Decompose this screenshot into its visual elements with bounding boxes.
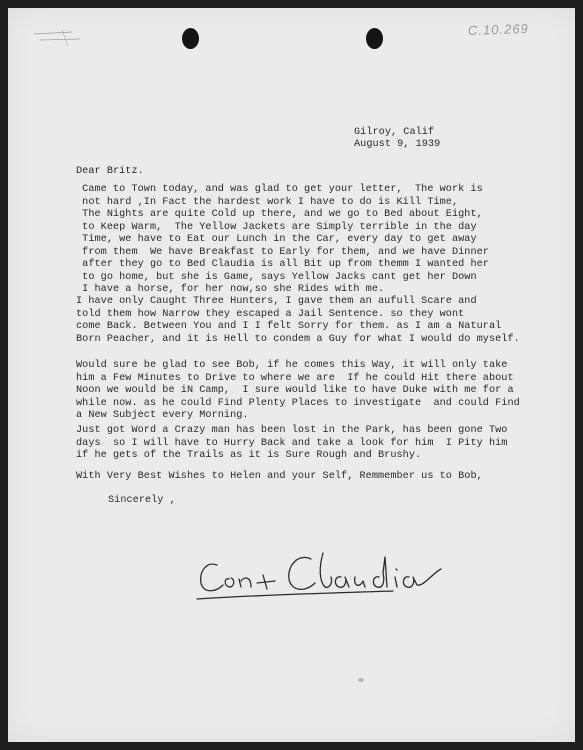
paragraph-line: while now. as he could Find Plenty Places to investigate and could Find	[76, 397, 520, 409]
punch-hole-left	[182, 28, 199, 49]
catalog-number: C.10.269	[467, 20, 530, 39]
paragraph-line: The Nights are quite Cold up there, and we go to Bed about Eight,	[76, 209, 483, 220]
paper-speck	[358, 678, 364, 682]
paragraph-line: to Keep Warm, The Yellow Jackets are Simply terrible in the day	[76, 221, 477, 233]
paragraph-line: told them how Narrow they escaped a Jail Sentence. so they wont	[76, 308, 465, 320]
paragraph-line: not hard ,In Fact the hardest work I have to do is Kill Time,	[76, 196, 459, 208]
salutation: Dear Britz.	[76, 166, 144, 177]
paragraph-line: I have only Caught Three Hunters, I gave them an aufull Scare and	[76, 296, 477, 307]
valediction: Sincerely ,	[108, 495, 176, 506]
letter-date: August 9, 1939	[354, 139, 441, 150]
paragraph-line: after they go to Bed Claudia is all Bit up from themm I wanted her	[76, 259, 489, 270]
closing-line: With Very Best Wishes to Helen and your Self, Remmember us to Bob,	[76, 471, 483, 482]
paragraph-line: to go home, but she is Game, says Yellow Jacks cant get her Down	[76, 271, 477, 283]
paragraph-line: a New Subject every Morning.	[76, 410, 249, 421]
paragraph-line: Born Peacher, and it is Hell to condem a Guy for what I would do myself.	[76, 333, 520, 345]
punch-hole-right	[366, 28, 383, 49]
paragraph-line: him a Few Minutes to Drive to where we are If he could Hit there about	[76, 372, 514, 384]
paragraph-line: come Back. Between You and I I felt Sorry for them. as I am a Natural	[76, 321, 502, 332]
paragraph-line: Came to Town today, and was glad to get your letter, The work is	[76, 184, 483, 195]
paragraph-line: days so I will have to Hurry Back and take a look for him I Pity him	[76, 437, 508, 449]
letter-place: Gilroy, Calif	[354, 127, 435, 138]
paragraph-line: if he gets of the Trails as it is Sure Rough and Brushy.	[76, 450, 422, 461]
paragraph-line: from them We have Breakfast to Early for them, and we have Dinner	[76, 246, 489, 258]
paragraph-line: I have a horse, for her now,so she Rides with me.	[76, 284, 385, 295]
paragraph-line: Just got Word a Crazy man has been lost in the Park, has been gone Two	[76, 425, 508, 436]
paragraph-line: Noon we would be iN Camp, I sure would like to have Duke with me for a	[76, 385, 514, 396]
paragraph-line: Would sure be glad to see Bob, if he comes this Way, it will only take	[76, 360, 508, 371]
paragraph-line: Time, we have to Eat our Lunch in the Car, every day to get away	[76, 234, 477, 245]
handwritten-signature	[193, 543, 483, 603]
letter-page	[8, 8, 575, 742]
pencil-marks	[32, 26, 102, 56]
